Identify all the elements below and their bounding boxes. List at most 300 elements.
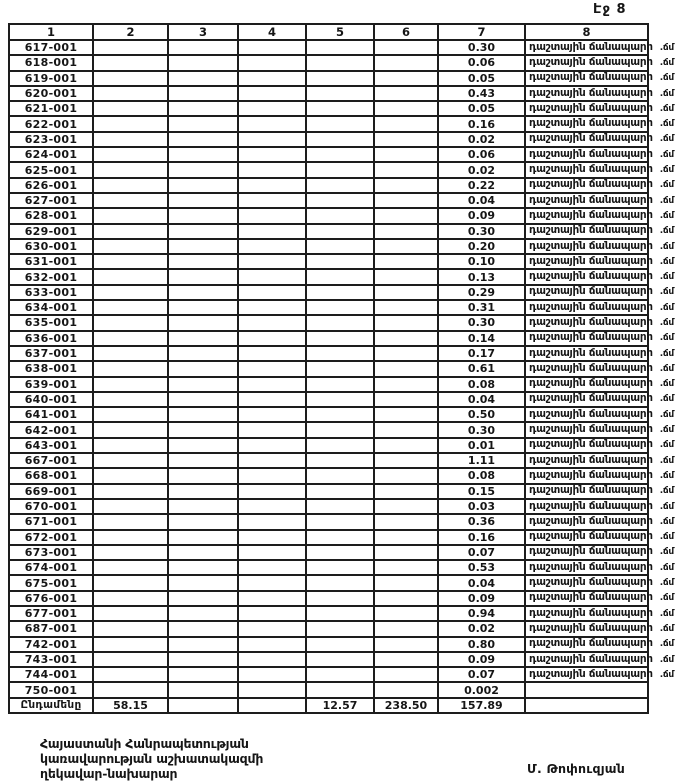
- cell-land-use: [525, 147, 674, 162]
- road-label: դաշտային ճանապարհ: [529, 576, 653, 589]
- cell-col6-empty: [374, 300, 438, 315]
- cell-parcel-id: 750-001: [9, 682, 93, 697]
- cell-col6-empty: [374, 499, 438, 514]
- road-label: դաշտային ճանապարհ: [529, 514, 653, 527]
- cell-col5-empty: [306, 514, 374, 529]
- table-row: [9, 315, 648, 330]
- cell-parcel-id: 677-001: [9, 606, 93, 621]
- table-row: [9, 667, 648, 682]
- cell-area-value: 0.04: [438, 392, 525, 407]
- cell-area-value: 0.002: [438, 682, 525, 697]
- cell-col2-empty: [93, 438, 168, 453]
- cell-col4-empty: [238, 269, 306, 284]
- cell-col3-empty: [168, 637, 238, 652]
- cell-col6-empty: [374, 55, 438, 70]
- cell-area-value: 0.09: [438, 208, 525, 223]
- cell-col4-empty: [238, 438, 306, 453]
- cell-col3-empty: [168, 468, 238, 483]
- land-use-text: [529, 637, 674, 651]
- cell-col3-empty: [168, 422, 238, 437]
- cell-parcel-id: 676-001: [9, 591, 93, 606]
- cell-land-use: [525, 606, 674, 621]
- road-label: դաշտային ճանապարհ: [529, 637, 653, 650]
- road-label: դաշտային ճանապարհ: [529, 193, 653, 206]
- land-use-text: [529, 545, 674, 559]
- cell-col3-empty: [168, 147, 238, 162]
- cell-parcel-id: 636-001: [9, 331, 93, 346]
- cell-col4-empty: [238, 682, 306, 697]
- road-label: դաշտային ճանապարհ: [529, 132, 653, 145]
- cell-col6-empty: [374, 514, 438, 529]
- cell-col2-empty: [93, 147, 168, 162]
- cell-col5-empty: [306, 652, 374, 667]
- cell-parcel-id: 630-001: [9, 239, 93, 254]
- cell-col2-empty: [93, 285, 168, 300]
- land-use-text: [529, 224, 674, 238]
- cell-land-use: [525, 331, 674, 346]
- table-row: [9, 346, 648, 361]
- road-overflow-label: .ճմ: [659, 165, 674, 176]
- cell-parcel-id: 624-001: [9, 147, 93, 162]
- cell-area-value: 0.31: [438, 300, 525, 315]
- land-use-text: [529, 423, 674, 437]
- cell-col2-empty: [93, 499, 168, 514]
- cell-col2-empty: [93, 361, 168, 376]
- cell-col6-empty: [374, 453, 438, 468]
- cell-col2-empty: [93, 208, 168, 223]
- cell-col5-empty: [306, 392, 374, 407]
- cell-col4-empty: [238, 178, 306, 193]
- road-overflow-label: .ճմ: [659, 57, 674, 68]
- table-row: [9, 86, 648, 101]
- cell-col2-empty: [93, 239, 168, 254]
- cell-col4-empty: [238, 499, 306, 514]
- cell-col2-empty: [93, 346, 168, 361]
- road-label: դաշտային ճանապարհ: [529, 530, 653, 543]
- cell-parcel-id: 672-001: [9, 530, 93, 545]
- cell-parcel-id: 638-001: [9, 361, 93, 376]
- column-header-3: 3: [168, 24, 238, 40]
- cell-col4-empty: [238, 637, 306, 652]
- table-row: [9, 682, 648, 697]
- cell-col3-empty: [168, 285, 238, 300]
- cell-col2-empty: [93, 468, 168, 483]
- table-row: [9, 377, 648, 392]
- road-label: դաշտային ճանապարհ: [529, 224, 653, 237]
- road-overflow-label: .ճմ: [659, 455, 674, 466]
- road-overflow-label: .ճմ: [659, 333, 674, 344]
- cell-parcel-id: 744-001: [9, 667, 93, 682]
- cell-land-use: [525, 208, 674, 223]
- cell-col5-empty: [306, 254, 374, 269]
- cell-col2-empty: [93, 300, 168, 315]
- table-row: [9, 652, 648, 667]
- road-label: դաշտային ճանապարհ: [529, 239, 653, 252]
- road-overflow-label: .ճմ: [659, 363, 674, 374]
- table-row: [9, 178, 648, 193]
- cell-col3-empty: [168, 667, 238, 682]
- road-overflow-label: .ճմ: [659, 317, 674, 328]
- cell-land-use: [525, 346, 674, 361]
- cell-col4-empty: [238, 575, 306, 590]
- cell-col4-empty: [238, 346, 306, 361]
- land-use-text: [529, 194, 674, 208]
- cell-parcel-id: 670-001: [9, 499, 93, 514]
- cell-parcel-id: 629-001: [9, 224, 93, 239]
- cell-col5-empty: [306, 499, 374, 514]
- cell-col3-empty: [168, 193, 238, 208]
- cell-area-value: 0.94: [438, 606, 525, 621]
- cell-col5-empty: [306, 422, 374, 437]
- cell-col6-empty: [374, 652, 438, 667]
- cell-col4-empty: [238, 468, 306, 483]
- road-label: դաշտային ճանապարհ: [529, 377, 653, 390]
- cell-land-use: [525, 407, 674, 422]
- cell-land-use: [525, 300, 674, 315]
- table-body: [9, 40, 674, 698]
- cell-col3-empty: [168, 392, 238, 407]
- cell-col3-empty: [168, 331, 238, 346]
- road-label: դաշտային ճանապարհ: [529, 55, 653, 68]
- cell-col3-empty: [168, 208, 238, 223]
- road-label: դաշտային ճանապարհ: [529, 315, 653, 328]
- cell-col4-empty: [238, 101, 306, 116]
- table-row: [9, 422, 648, 437]
- cell-land-use: [525, 484, 674, 499]
- cell-col6-empty: [374, 132, 438, 147]
- road-overflow-label: .ճմ: [659, 241, 674, 252]
- road-overflow-label: .ճմ: [659, 88, 674, 99]
- cell-col3-empty: [168, 438, 238, 453]
- cell-col6-empty: [374, 484, 438, 499]
- road-overflow-label: .ճմ: [659, 195, 674, 206]
- road-label: դաշտային ճանապարհ: [529, 361, 653, 374]
- land-use-text: [529, 255, 674, 269]
- cell-col5-empty: [306, 315, 374, 330]
- road-label: դաշտային ճանապարհ: [529, 86, 653, 99]
- cell-col3-empty: [168, 300, 238, 315]
- cell-col5-empty: [306, 269, 374, 284]
- table-row: [9, 560, 648, 575]
- total-col8-empty: [525, 698, 648, 713]
- table-row: [9, 392, 648, 407]
- cell-parcel-id: 643-001: [9, 438, 93, 453]
- table-row: [9, 499, 648, 514]
- cell-area-value: 0.02: [438, 621, 525, 636]
- road-overflow-label: .ճմ: [659, 272, 674, 283]
- cell-col2-empty: [93, 606, 168, 621]
- cell-col2-empty: [93, 621, 168, 636]
- cell-land-use: [525, 377, 674, 392]
- column-header-8: 8: [525, 24, 648, 40]
- cell-parcel-id: 667-001: [9, 453, 93, 468]
- cell-col2-empty: [93, 545, 168, 560]
- cell-area-value: 0.05: [438, 71, 525, 86]
- land-use-text: [529, 653, 674, 667]
- land-use-text: [529, 331, 674, 345]
- road-label: դաշտային ճանապարհ: [529, 621, 653, 634]
- cell-col6-empty: [374, 682, 438, 697]
- cell-area-value: 0.16: [438, 116, 525, 131]
- cell-col4-empty: [238, 591, 306, 606]
- land-use-text: [529, 607, 674, 621]
- column-header-6: 6: [374, 24, 438, 40]
- road-overflow-label: .ճմ: [659, 562, 674, 573]
- cell-col6-empty: [374, 621, 438, 636]
- road-label: դաշտային ճանապարհ: [529, 331, 653, 344]
- cell-col4-empty: [238, 422, 306, 437]
- table-row: [9, 208, 648, 223]
- cell-col5-empty: [306, 560, 374, 575]
- table-row: [9, 438, 648, 453]
- signature-name: Մ. Թոփուզյան: [527, 761, 625, 776]
- road-overflow-label: .ճմ: [659, 394, 674, 405]
- table-row: [9, 530, 648, 545]
- cell-col3-empty: [168, 407, 238, 422]
- table-header-row: [9, 24, 648, 40]
- table-row: [9, 239, 648, 254]
- cell-col2-empty: [93, 560, 168, 575]
- cell-land-use: [525, 285, 674, 300]
- land-use-text: [529, 408, 674, 422]
- cell-parcel-id: 631-001: [9, 254, 93, 269]
- land-use-text: [529, 316, 674, 330]
- cell-parcel-id: 675-001: [9, 575, 93, 590]
- land-use-text: [529, 377, 674, 391]
- cell-parcel-id: 742-001: [9, 637, 93, 652]
- page-number-label: Էջ 8: [593, 2, 627, 17]
- cell-col2-empty: [93, 40, 168, 55]
- cell-col2-empty: [93, 116, 168, 131]
- cell-land-use: [525, 224, 674, 239]
- cell-col6-empty: [374, 530, 438, 545]
- cell-col2-empty: [93, 377, 168, 392]
- cell-col6-empty: [374, 560, 438, 575]
- cell-parcel-id: 642-001: [9, 422, 93, 437]
- cell-col3-empty: [168, 254, 238, 269]
- cell-area-value: 0.53: [438, 560, 525, 575]
- land-use-text: [529, 454, 674, 468]
- land-use-text: [529, 163, 674, 177]
- land-use-text: [529, 102, 674, 116]
- road-overflow-label: .ճմ: [659, 532, 674, 543]
- cell-col6-empty: [374, 545, 438, 560]
- table-row: [9, 162, 648, 177]
- land-use-text: [529, 132, 674, 146]
- cell-col6-empty: [374, 468, 438, 483]
- table-row: [9, 254, 648, 269]
- cell-col2-empty: [93, 269, 168, 284]
- cell-col6-empty: [374, 86, 438, 101]
- road-label: դաշտային ճանապարհ: [529, 499, 653, 512]
- table-row: [9, 147, 648, 162]
- cell-col2-empty: [93, 224, 168, 239]
- cell-col5-empty: [306, 116, 374, 131]
- road-overflow-label: .ճմ: [659, 379, 674, 390]
- table-row: [9, 269, 648, 284]
- cell-parcel-id: 668-001: [9, 468, 93, 483]
- cell-col5-empty: [306, 40, 374, 55]
- table-row: [9, 193, 648, 208]
- cell-col4-empty: [238, 392, 306, 407]
- cell-col2-empty: [93, 575, 168, 590]
- column-header-5: 5: [306, 24, 374, 40]
- cell-col5-empty: [306, 224, 374, 239]
- land-use-text: [529, 178, 674, 192]
- cell-col4-empty: [238, 315, 306, 330]
- cell-col2-empty: [93, 530, 168, 545]
- cell-land-use: [525, 392, 674, 407]
- table-row: [9, 545, 648, 560]
- cell-col5-empty: [306, 285, 374, 300]
- road-overflow-label: .ճմ: [659, 134, 674, 145]
- cell-area-value: 0.30: [438, 40, 525, 55]
- cell-col2-empty: [93, 101, 168, 116]
- cell-area-value: 0.16: [438, 530, 525, 545]
- cell-land-use: [525, 637, 674, 652]
- road-label: դաշտային ճանապարհ: [529, 254, 653, 267]
- cell-col4-empty: [238, 239, 306, 254]
- cell-parcel-id: 627-001: [9, 193, 93, 208]
- table-row: [9, 468, 648, 483]
- cell-col5-empty: [306, 162, 374, 177]
- cell-col3-empty: [168, 377, 238, 392]
- cell-parcel-id: 628-001: [9, 208, 93, 223]
- road-overflow-label: .ճմ: [659, 42, 674, 53]
- cell-col6-empty: [374, 392, 438, 407]
- footer-org-line-2: կառավարության աշխատակազմի: [40, 751, 264, 766]
- cell-col3-empty: [168, 575, 238, 590]
- cell-col6-empty: [374, 71, 438, 86]
- road-label: դաշտային ճանապարհ: [529, 453, 653, 466]
- cell-col4-empty: [238, 514, 306, 529]
- cell-parcel-id: 743-001: [9, 652, 93, 667]
- cell-area-value: 0.17: [438, 346, 525, 361]
- cell-col4-empty: [238, 453, 306, 468]
- cell-land-use: [525, 132, 674, 147]
- cell-col6-empty: [374, 239, 438, 254]
- table-row: [9, 101, 648, 116]
- cell-area-value: 0.03: [438, 499, 525, 514]
- cell-area-value: 0.01: [438, 438, 525, 453]
- cell-col5-empty: [306, 147, 374, 162]
- cell-col6-empty: [374, 377, 438, 392]
- cell-col3-empty: [168, 178, 238, 193]
- cell-area-value: 0.07: [438, 545, 525, 560]
- road-label: դաշտային ճանապարհ: [529, 438, 653, 451]
- cell-area-value: 0.50: [438, 407, 525, 422]
- cell-col4-empty: [238, 40, 306, 55]
- road-label: դաշտային ճանապարհ: [529, 606, 653, 619]
- cell-land-use: [525, 667, 674, 682]
- total-row: [9, 698, 648, 713]
- cell-col2-empty: [93, 667, 168, 682]
- cell-col4-empty: [238, 652, 306, 667]
- cell-land-use: [525, 453, 674, 468]
- cell-area-value: 0.05: [438, 101, 525, 116]
- cell-col2-empty: [93, 652, 168, 667]
- land-use-text: [529, 683, 536, 697]
- total-col5: 12.57: [306, 698, 374, 713]
- cell-col4-empty: [238, 530, 306, 545]
- cell-area-value: 0.06: [438, 55, 525, 70]
- cell-col4-empty: [238, 361, 306, 376]
- road-overflow-label: .ճմ: [659, 639, 674, 650]
- cell-col5-empty: [306, 193, 374, 208]
- cell-col4-empty: [238, 193, 306, 208]
- cell-col4-empty: [238, 86, 306, 101]
- land-use-text: [529, 148, 674, 162]
- cell-col6-empty: [374, 422, 438, 437]
- cell-col4-empty: [238, 132, 306, 147]
- land-use-text: [529, 347, 674, 361]
- cell-area-value: 0.36: [438, 514, 525, 529]
- road-label: դաշտային ճանապարհ: [529, 560, 653, 573]
- cell-col6-empty: [374, 637, 438, 652]
- road-overflow-label: .ճմ: [659, 593, 674, 604]
- land-use-text: [529, 209, 674, 223]
- cell-col6-empty: [374, 667, 438, 682]
- table-row: [9, 606, 648, 621]
- cell-area-value: 0.08: [438, 377, 525, 392]
- cell-parcel-id: 622-001: [9, 116, 93, 131]
- land-use-text: [529, 438, 674, 452]
- cell-col4-empty: [238, 667, 306, 682]
- cell-col3-empty: [168, 361, 238, 376]
- cell-col6-empty: [374, 346, 438, 361]
- cell-parcel-id: 671-001: [9, 514, 93, 529]
- column-header-4: 4: [238, 24, 306, 40]
- cell-col2-empty: [93, 193, 168, 208]
- cell-col4-empty: [238, 377, 306, 392]
- table-row: [9, 132, 648, 147]
- table-row: [9, 637, 648, 652]
- road-overflow-label: .ճմ: [659, 103, 674, 114]
- table-row: [9, 71, 648, 86]
- cell-col6-empty: [374, 162, 438, 177]
- total-col6: 238.50: [374, 698, 438, 713]
- cell-col3-empty: [168, 484, 238, 499]
- total-col2: 58.15: [93, 698, 168, 713]
- road-label: դաշտային ճանապարհ: [529, 667, 653, 680]
- road-overflow-label: .ճմ: [659, 226, 674, 237]
- land-use-text: [529, 117, 674, 131]
- road-label: դաշտային ճանապարհ: [529, 163, 653, 176]
- land-register-table: [8, 23, 674, 714]
- cell-col5-empty: [306, 208, 374, 223]
- cell-land-use: [525, 560, 674, 575]
- table-row: [9, 285, 648, 300]
- land-use-text: [529, 240, 674, 254]
- cell-col2-empty: [93, 254, 168, 269]
- table-row: [9, 361, 648, 376]
- cell-parcel-id: 640-001: [9, 392, 93, 407]
- cell-land-use: [525, 254, 674, 269]
- cell-col4-empty: [238, 545, 306, 560]
- cell-land-use: [525, 193, 674, 208]
- cell-area-value: 0.30: [438, 422, 525, 437]
- cell-col5-empty: [306, 346, 374, 361]
- table-row: [9, 224, 648, 239]
- cell-col6-empty: [374, 101, 438, 116]
- cell-land-use: [525, 315, 674, 330]
- road-overflow-label: .ճմ: [659, 302, 674, 313]
- road-overflow-label: .ճմ: [659, 669, 674, 680]
- road-overflow-label: .ճմ: [659, 486, 674, 497]
- cell-col6-empty: [374, 116, 438, 131]
- cell-area-value: 0.04: [438, 575, 525, 590]
- table-row: [9, 116, 648, 131]
